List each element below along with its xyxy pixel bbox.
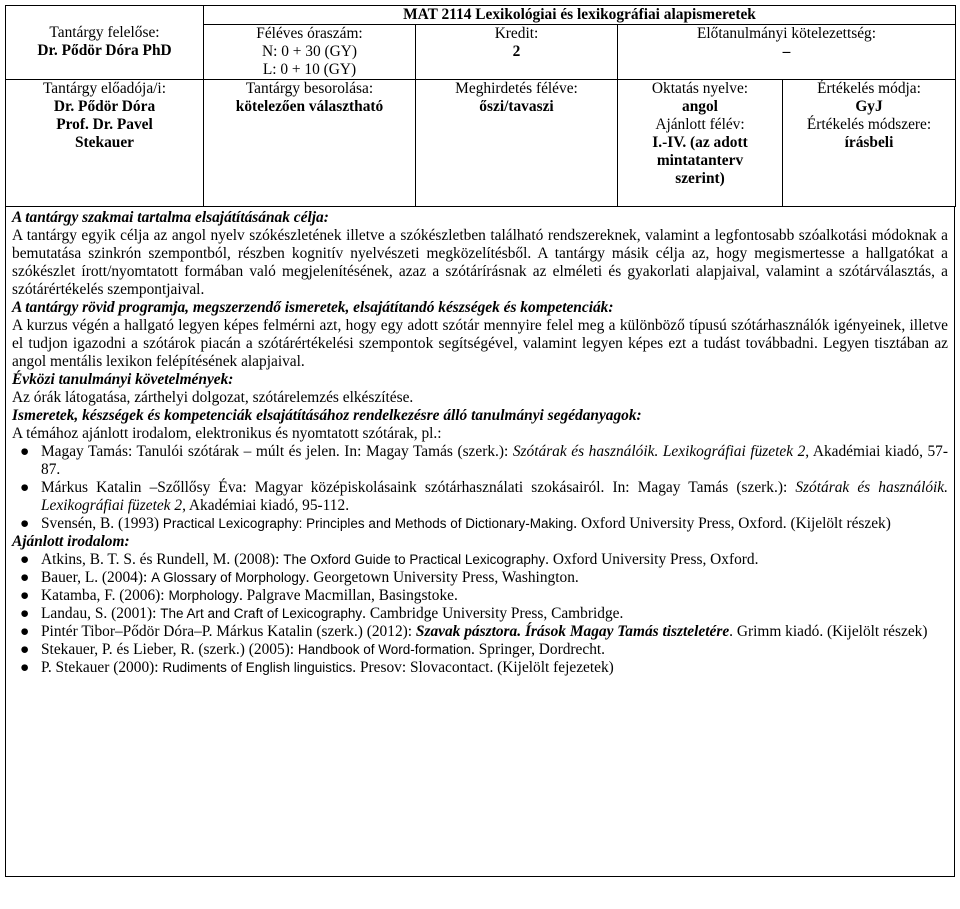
hours-cell (204, 25, 416, 80)
rec-sem-note-2: mintatanterv (656, 152, 744, 169)
list-item (12, 605, 948, 623)
credit-cell (416, 25, 618, 80)
ref-publisher: . Grimm kiadó. (Kijelölt részek) (729, 623, 928, 640)
ref-publisher: . Springer, Dordrecht. (471, 641, 606, 658)
ref-title: The Art and Craft of Lexicography (160, 606, 363, 621)
course-title: MAT 2114 Lexikológiai és lexikográfiai alapismeretek (204, 6, 956, 25)
lecturers-label: Tantárgy előadója/i: (42, 80, 166, 97)
lecturer-2: Prof. Dr. Pavel (56, 116, 153, 133)
bullet-icon: ● (20, 569, 30, 586)
bullet-icon: ● (20, 551, 30, 568)
eval-method-label: Értékelés módszere: (806, 116, 932, 133)
list-item (12, 551, 948, 569)
ref-publisher: . Georgetown University Press, Washington. (305, 569, 579, 586)
classification-cell (204, 80, 416, 207)
ref-title: Rudiments of English linguistics (162, 660, 353, 675)
responsible-cell (6, 6, 204, 80)
bullet-icon: ● (20, 587, 30, 604)
responsible-label: Tantárgy felelőse: (49, 24, 160, 41)
ref-title: Handbook of Word-formation (297, 642, 472, 657)
prereq-cell (618, 25, 956, 80)
credit-label: Kredit: (494, 25, 539, 42)
credit-value: 2 (512, 43, 521, 60)
lecturer-1: Dr. Pődör Dóra (53, 98, 156, 115)
semester-label: Meghirdetés féléve: (455, 80, 578, 97)
course-header-table (5, 5, 956, 207)
aids-intro: A témához ajánlott irodalom, elektronikus és nyomtatott szótárak, pl.: (12, 425, 442, 442)
bullet-icon: ● (20, 515, 30, 532)
ref-publisher: , Akadémiai kiadó, 57-87. (41, 443, 949, 478)
literature-list (12, 551, 948, 677)
ref-author: Katamba, F. (2006): (41, 587, 169, 604)
language-value: angol (682, 98, 718, 115)
ref-author: Pintér Tibor–Pődör Dóra–P. Márkus Katalin (szerk.) (2012): (41, 623, 416, 640)
eval-method-value: írásbeli (844, 134, 894, 151)
goal-heading: A tantárgy szakmai tartalma elsajátításának célja: (12, 209, 329, 226)
ref-author: Márkus Katalin –Szőllősy Éva: Magyar középiskolásaink szótárhasználati szokásairól. In: Magay Tamás (szerk.): (41, 479, 796, 496)
ref-author: P. Stekauer (2000): (41, 659, 163, 676)
bullet-icon: ● (20, 641, 30, 658)
ref-publisher: . Cambridge University Press, Cambridge. (362, 605, 624, 622)
requirements-text: Az órák látogatása, zárthelyi dolgozat, szótárelemzés elkészítése. (12, 389, 414, 406)
recommended-semester-value (621, 134, 779, 152)
eval-mode-value: GyJ (855, 98, 883, 115)
ref-title: Szótárak és használóik. Lexikográfiai füzetek 2 (512, 443, 806, 460)
list-item (12, 569, 948, 587)
ref-author: Svensén, B. (1993) (41, 515, 163, 532)
bullet-icon: ● (20, 443, 30, 460)
ref-title: Morphology (168, 588, 239, 603)
list-item (12, 587, 948, 605)
ref-publisher: . Presov: Slovacontact. (Kijelölt fejezetek) (352, 659, 614, 676)
language-cell (618, 80, 783, 207)
recommended-semester-label: Ajánlott félév: (655, 116, 745, 133)
course-datasheet (5, 5, 955, 905)
ref-publisher: . Palgrave Macmillan, Basingstoke. (238, 587, 458, 604)
list-item (12, 623, 948, 641)
ref-publisher: , Akadémiai kiadó, 95-112. (182, 497, 350, 514)
ref-title: Szótárak és használóik. Lexikográfiai füzetek 2 (41, 479, 948, 514)
prereq-label: Előtanulmányi kötelezettség: (696, 25, 877, 42)
program-heading: A tantárgy rövid programja, megszerzendő ismeretek, elsajátítandó készségek és kompetenciák: (12, 299, 614, 316)
requirements-heading: Évközi tanulmányi követelmények: (12, 371, 234, 388)
list-item (12, 515, 948, 533)
program-text: A kurzus végén a hallgató legyen képes felmérni azt, hogy egy adott szótár mennyire felel meg a különböző típusú szótárhasználók igényeinek, illetve el tudjon igazodni a szótárok piacán a szótárértékelési szempontok segítségével, valamint legyen képes ezt a tudást továbbadni. Legyen tisztában az angol mentális lexikon felépítésének alapjaival. (12, 317, 948, 370)
list-item (12, 479, 948, 515)
classification-label: Tantárgy besorolása: (245, 80, 374, 97)
rec-sem-value: I.-IV. (652, 134, 687, 151)
goal-text: A tantárgy egyik célja az angol nyelv szókészletének illetve a szókészletben található rendszereknek, valamint a legfontosabb szóalkotási módoknak a bemutatása szinkrón szempontból, részben kognitív nyelvészeti megközelítésből. A tantárgy másik célja az, hogy megismertesse a hallgatókat a szókészlet írott/nyomtatott formában való megjelenítésének, azaz a szótárírásnak az elméleti és gyakorlati alapjaival, valamint a szótárválasztás, a szótárértékelés szempontjaival. (12, 227, 948, 298)
classification-value: kötelezően választható (235, 98, 384, 115)
responsible-name: Dr. Pődör Dóra PhD (37, 42, 172, 59)
ref-title: Practical Lexicography: Principles and Methods of Dictionary-Making (162, 516, 574, 531)
evaluation-cell (783, 80, 956, 207)
semester-value: őszi/tavaszi (479, 98, 554, 115)
lecturer-3: Stekauer (75, 134, 134, 151)
hours-l: L: 0 + 10 (GY) (262, 61, 357, 78)
list-item (12, 443, 948, 479)
hours-label: Féléves óraszám: (256, 25, 363, 42)
ref-title: Szavak pásztora. Írások Magay Tamás tiszteletére (415, 623, 730, 640)
aids-heading: Ismeretek, készségek és kompetenciák elsajátításához rendelkezésre álló tanulmányi segédanyagok: (12, 407, 642, 424)
ref-publisher: . Oxford University Press, Oxford. (545, 551, 759, 568)
ref-author: Bauer, L. (2004): (41, 569, 152, 586)
ref-author: Magay Tamás: Tanulói szótárak – múlt és jelen. In: Magay Tamás (szerk.): (41, 443, 513, 460)
list-item (12, 641, 948, 659)
aids-list (12, 443, 948, 533)
course-content (5, 207, 955, 877)
bullet-icon: ● (20, 479, 30, 496)
ref-author: Landau, S. (2001): (41, 605, 161, 622)
ref-author: Atkins, B. T. S. és Rundell, M. (2008): (41, 551, 284, 568)
bullet-icon: ● (20, 659, 30, 676)
hours-n: N: 0 + 30 (GY) (261, 43, 358, 60)
ref-publisher: . Oxford University Press, Oxford. (Kijelölt részek) (573, 515, 891, 532)
ref-title: A Glossary of Morphology (151, 570, 306, 585)
bullet-icon: ● (20, 623, 30, 640)
list-item (12, 659, 948, 677)
literature-heading: Ajánlott irodalom: (12, 533, 130, 550)
rec-sem-note-1: (az adott (686, 134, 748, 151)
bullet-icon: ● (20, 605, 30, 622)
prereq-value: – (782, 43, 791, 60)
eval-mode-label: Értékelés módja: (817, 80, 921, 97)
ref-author: Stekauer, P. és Lieber, R. (szerk.) (2005): (41, 641, 298, 658)
language-label: Oktatás nyelve: (651, 80, 749, 97)
ref-title: The Oxford Guide to Practical Lexicography (283, 552, 546, 567)
lecturers-cell (6, 80, 204, 207)
rec-sem-note-3: szerint) (675, 170, 725, 187)
semester-cell (416, 80, 618, 207)
